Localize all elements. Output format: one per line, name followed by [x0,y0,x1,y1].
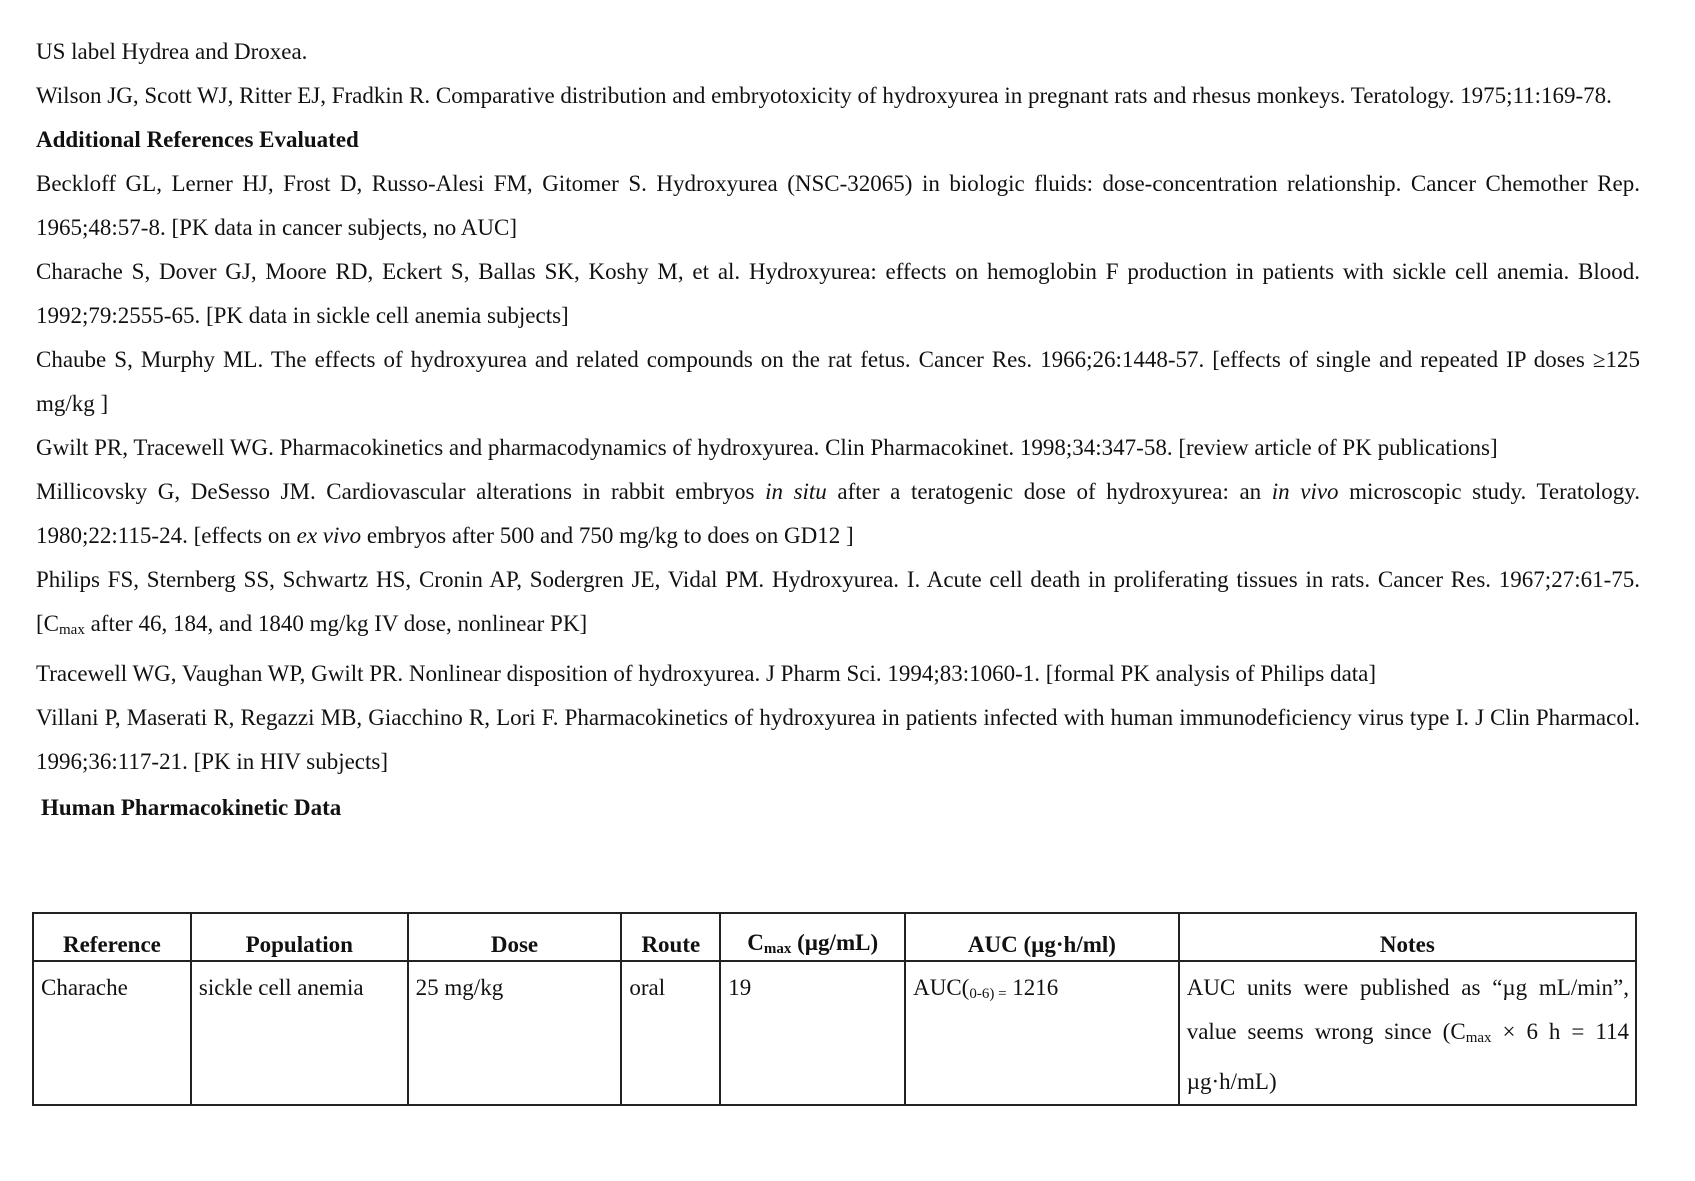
header-dose: Dose [408,913,622,961]
millicovsky-text-2: after a teratogenic dose of hydroxyurea: an [826,479,1272,504]
document-page [36,30,1641,1094]
header-notes: Notes [1179,913,1636,961]
header-population: Population [191,913,408,961]
millicovsky-italic-3: ex vivo [296,523,362,548]
reference-beckloff: Beckloff GL, Lerner HJ, Frost D, Russo-Alesi FM, Gitomer S. Hydroxyurea (NSC-32065) in biologic fluids: dose-concentration relationship. Cancer Chemother Rep. 1965;48:57-8. [PK data in cancer subjects, no AUC] [36,171,1640,240]
millicovsky-text-4: embryos after 500 and 750 mg/kg to does on GD12 ] [361,523,854,548]
pk-table-title: Human Pharmacokinetic Data [41,795,342,820]
reference-tracewell: Tracewell WG, Vaughan WP, Gwilt PR. Nonlinear disposition of hydroxyurea. J Pharm Sci. 1994;83:1060-1. [formal PK analysis of Philips data] [36,661,1377,686]
pk-data-table [32,912,1637,1106]
millicovsky-text-3: microscopic study. Teratology. 1980;22:115-24. [effects on [36,479,1641,548]
table-header-row [33,913,1636,961]
notes-cmax-subscript: max [1465,1030,1492,1046]
reference-gwilt: Gwilt PR, Tracewell WG. Pharmacokinetics and pharmacodynamics of hydroxyurea. Clin Pharmacokinet. 1998;34:347-58. [review article of PK publications] [36,435,1498,460]
reference-us-label: US label Hydrea and Droxea. [36,39,308,64]
cell-cmax: 19 [720,961,905,1105]
millicovsky-italic-2: in vivo [1271,479,1339,504]
philips-cmax-subscript: max [59,622,85,638]
header-reference: Reference [33,913,191,961]
philips-text-2: after 46, 184, and 1840 mg/kg IV dose, nonlinear PK] [84,611,588,636]
reference-villani: Villani P, Maserati R, Regazzi MB, Giacchino R, Lori F. Pharmacokinetics of hydroxyurea in patients infected with human immunodeficiency virus type I. J Clin Pharmacol. 1996;36:117-21. [PK in HIV subjects] [36,705,1640,774]
reference-wilson: Wilson JG, Scott WJ, Ritter EJ, Fradkin R. Comparative distribution and embryotoxicity of hydroxyurea in pregnant rats and rhesus monkeys. Teratology. 1975;11:169-78. [36,83,1612,108]
reference-philips [36,558,1640,652]
millicovsky-text-1: Millicovsky G, DeSesso JM. Cardiovascular alterations in rabbit embryos [36,479,766,504]
notes-text-2: × 6 h = 114 µg·h/mL) [1186,1019,1630,1094]
auc-value: 1216 [1006,975,1059,1000]
cell-population: sickle cell anemia [191,961,408,1105]
auc-subscript: 0-6) = [969,986,1007,1002]
header-cmax-c: C [747,930,764,955]
reference-chaube: Chaube S, Murphy ML. The effects of hydroxyurea and related compounds on the rat fetus. Cancer Res. 1966;26:1448-57. [effects of single and repeated IP doses ≥125 mg/kg ] [36,347,1640,416]
header-cmax [720,913,905,961]
header-route: Route [621,913,720,961]
header-cmax-units: (µg/mL) [791,930,879,955]
notes-text-1: AUC units were published as “µg mL/min”, value seems wrong since (C [1186,975,1629,1044]
cell-reference: Charache [33,961,191,1105]
auc-prefix: AUC( [913,975,970,1000]
table-row [33,961,1636,1105]
reference-millicovsky [36,470,1640,558]
millicovsky-italic-1: in situ [765,479,827,504]
header-cmax-subscript: max [763,941,792,957]
philips-text-1: Philips FS, Sternberg SS, Schwartz HS, Cronin AP, Sodergren JE, Vidal PM. Hydroxyurea. I. Acute cell death in proliferating tissues in rats. Cancer Res. 1967;27:61-75. [C [36,567,1640,636]
cell-dose: 25 mg/kg [408,961,622,1105]
cell-notes [1179,961,1636,1105]
additional-references-heading: Additional References Evaluated [36,127,359,152]
cell-auc [905,961,1179,1105]
cell-route: oral [621,961,720,1105]
header-auc: AUC (µg·h/ml) [905,913,1179,961]
reference-charache: Charache S, Dover GJ, Moore RD, Eckert S, Ballas SK, Koshy M, et al. Hydroxyurea: effects on hemoglobin F production in patients with sickle cell anemia. Blood. 1992;79:2555-65. [PK data in sickle cell anemia subjects] [36,259,1640,328]
